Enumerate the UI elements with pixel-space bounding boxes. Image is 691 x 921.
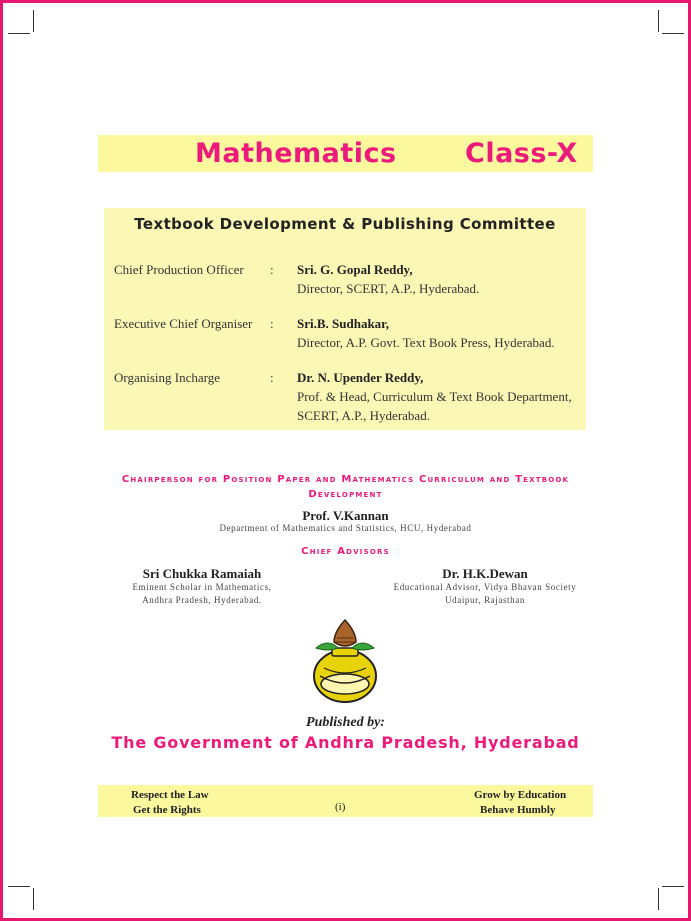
advisor-name: Sri Chukka Ramaiah <box>142 566 262 581</box>
chairperson-heading-cont: Development <box>308 489 383 500</box>
member-detail: SCERT, A.P., Hyderabad. <box>297 408 430 423</box>
member-name: Dr. N. Upender Reddy, <box>297 370 424 385</box>
published-by-label: Published by: <box>306 715 385 730</box>
footer-motto: Get the Rights <box>133 804 201 816</box>
page-number: (i) <box>335 801 346 813</box>
chairperson-name: Prof. V.Kannan <box>302 508 389 523</box>
advisors-heading: Chief Advisors <box>301 546 390 557</box>
role-label: Executive Chief Organiser <box>114 316 253 331</box>
crop-mark <box>658 888 659 910</box>
footer-motto: Grow by Education <box>474 789 567 801</box>
crop-mark <box>662 886 684 887</box>
footer-motto: Respect the Law <box>131 789 209 801</box>
crop-mark <box>8 886 30 887</box>
advisor-detail: Educational Advisor, Vidya Bhavan Society <box>393 582 577 592</box>
member-detail: Director, A.P. Govt. Text Book Press, Hyderabad. <box>297 335 555 350</box>
role-label: Organising Incharge <box>114 370 221 385</box>
crop-mark <box>662 33 684 34</box>
publisher-name: The Government of Andhra Pradesh, Hyderabad <box>111 733 580 752</box>
advisor-name: Dr. H.K.Dewan <box>442 566 528 581</box>
member-detail: Prof. & Head, Curriculum & Text Book Department, <box>297 389 572 404</box>
advisor-detail: Eminent Scholar in Mathematics, <box>132 582 272 592</box>
crop-mark <box>33 10 34 32</box>
subject-title: Mathematics <box>195 138 397 169</box>
member-name: Sri.B. Sudhakar, <box>297 316 390 331</box>
member-name: Sri. G. Gopal Reddy, <box>297 262 413 277</box>
advisor-detail: Andhra Pradesh, Hyderabad. <box>142 595 262 605</box>
member-detail: Director, SCERT, A.P., Hyderabad. <box>297 281 480 296</box>
footer-motto: Behave Humbly <box>480 804 556 816</box>
role-label: Chief Production Officer <box>114 262 244 277</box>
crop-mark <box>33 888 34 910</box>
class-title: Class-X <box>465 138 578 169</box>
chairperson-affiliation: Department of Mathematics and Statistics, HCU, Hyderabad <box>219 523 472 533</box>
separator: : <box>270 316 274 331</box>
advisor-detail: Udaipur, Rajasthan <box>445 595 525 605</box>
purna-kumbham-emblem-icon <box>306 618 384 708</box>
separator: : <box>270 262 274 277</box>
chairperson-heading: Chairperson for Position Paper and Mathematics Curriculum and Textbook <box>121 474 570 485</box>
crop-mark <box>8 33 30 34</box>
separator: : <box>270 370 274 385</box>
crop-mark <box>658 10 659 32</box>
committee-heading: Textbook Development & Publishing Committee <box>134 215 556 233</box>
